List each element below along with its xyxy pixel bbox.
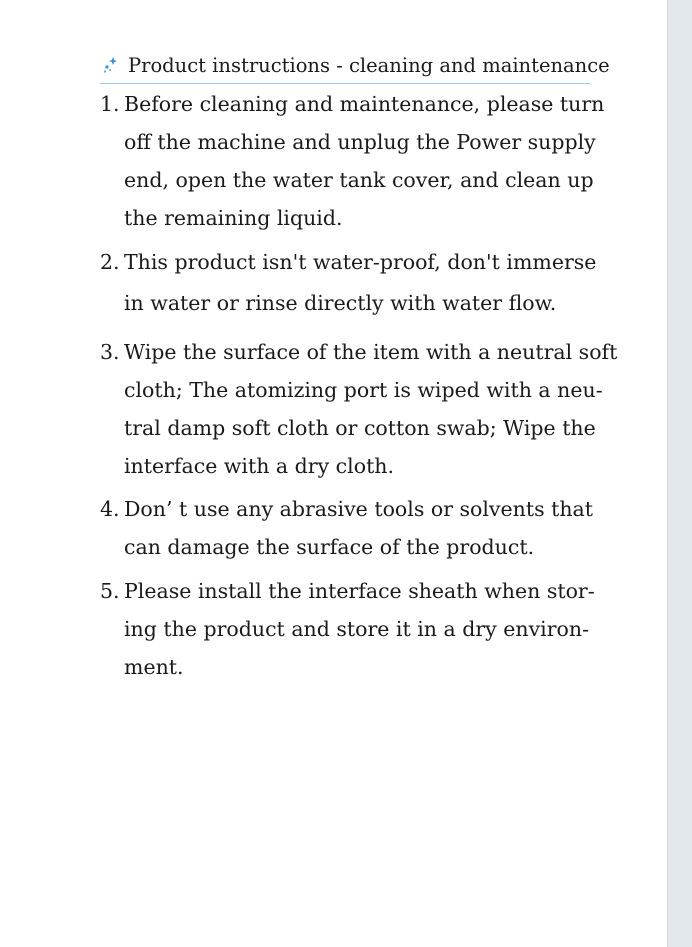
item-number: 4.: [100, 497, 120, 521]
item-text-line: ing the product and store it in a dry environ-: [124, 617, 590, 641]
item-text-line: cloth; The atomizing port is wiped with a neu-: [124, 378, 603, 402]
list-item: [100, 490, 600, 566]
item-text-line: Before cleaning and maintenance, please turn: [124, 92, 605, 116]
list-item: [100, 572, 600, 686]
item-text-line: end, open the water tank cover, and clean up: [124, 168, 594, 192]
section-title: Product instructions - cleaning and maintenance: [128, 54, 610, 77]
item-text-line: interface with a dry cloth.: [124, 454, 395, 478]
sparkle-icon: [102, 55, 120, 75]
item-text-line: the remaining liquid.: [124, 206, 343, 230]
list-item: [100, 333, 618, 485]
item-text-line: Don’ t use any abrasive tools or solvents that: [124, 497, 594, 521]
list-item: [100, 243, 600, 322]
item-text-line: can damage the surface of the product.: [124, 535, 535, 559]
item-text-line: Please install the interface sheath when stor-: [124, 579, 595, 603]
item-number: 5.: [100, 579, 120, 603]
side-scroll-panel[interactable]: [667, 0, 692, 947]
item-text-line: in water or rinse directly with water flow.: [124, 291, 557, 315]
item-number: 2.: [100, 250, 120, 274]
item-number: 1.: [100, 92, 120, 116]
item-text-line: ment.: [124, 655, 184, 679]
item-text-line: This product isn't water-proof, don't immerse: [124, 250, 597, 274]
list-item: [100, 85, 605, 237]
item-number: 3.: [100, 340, 120, 364]
item-text-line: Wipe the surface of the item with a neutral soft: [124, 340, 618, 364]
item-text-line: off the machine and unplug the Power supply: [124, 130, 596, 154]
item-text-line: tral damp soft cloth or cotton swab; Wipe the: [124, 416, 596, 440]
section-header: [100, 52, 610, 84]
